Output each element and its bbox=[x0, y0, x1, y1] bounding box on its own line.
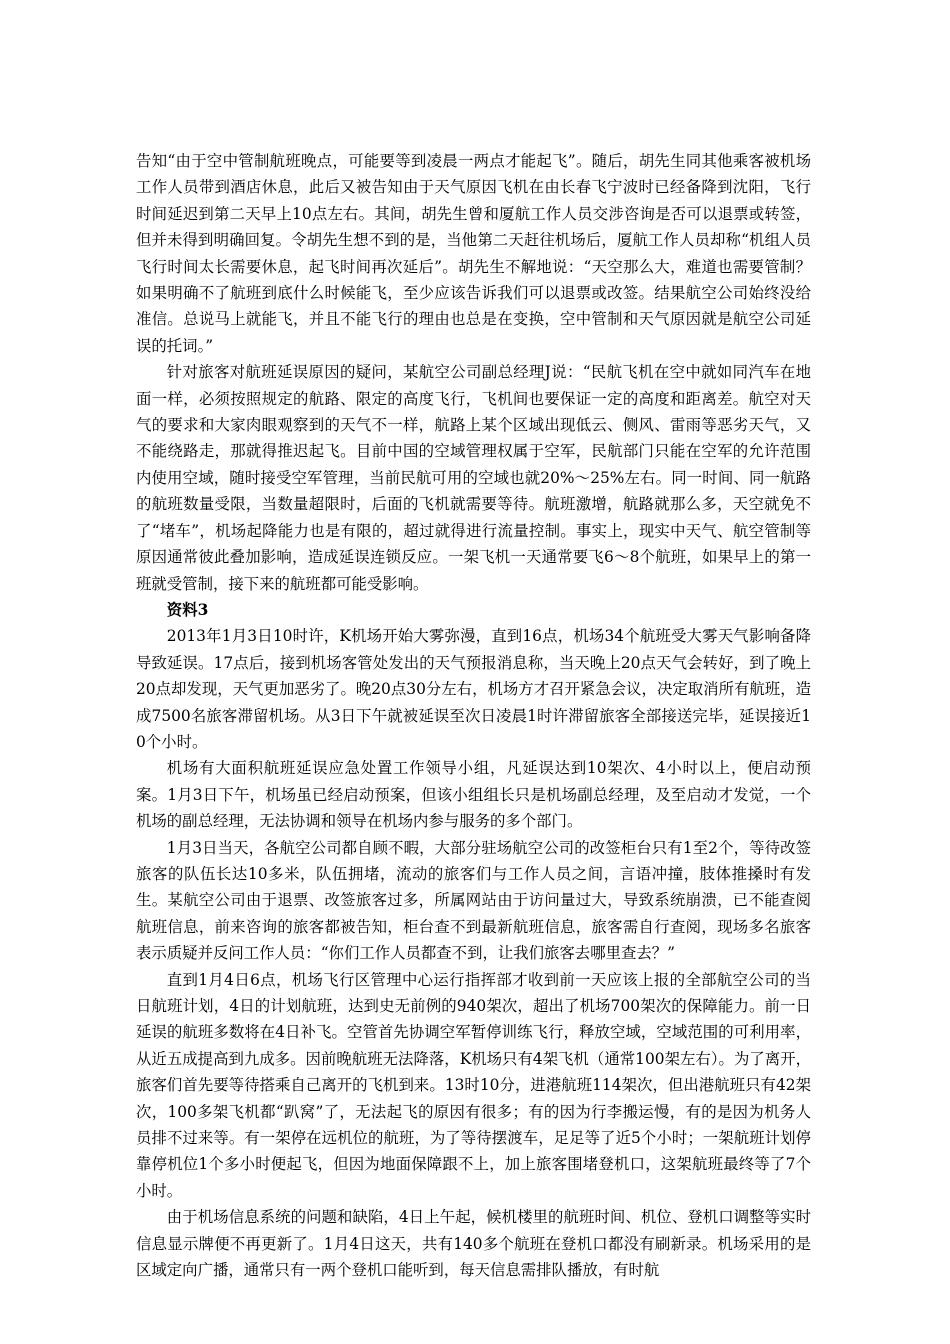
paragraph-flight-plan-recovery: 直到1月4日6点，机场飞行区管理中心运行指挥部才收到前一天应该上报的全部航空公司的当日航班计划，4日的计划航班，达到史无前例的940架次，超出了机场700架次的保障能力。前一日延误的航班多数将在4日补飞。空管首先协调空军暂停训练飞行，释放空域，空域范围的可利用率，从近五成提高到九成多。因前晚航班无法降落，K机场只有4架飞机（通常100架左右）。为了离开，旅客们首先要等待搭乘自己离开的飞机到来。13时10分，进港航班114架次，但出港航班只有42架次，100多架飞机都“趴窝”了，无法起飞的原因有很多；有的因为行李搬运慢，有的是因为机务人员排不过来等。有一架停在远机位的航班，为了等待摆渡车，足足等了近5个小时；一架航班计划停靠停机位1个多小时便起飞，但因为地面保障跟不上，加上旅客围堵登机口，这架航班最终等了7个小时。 bbox=[136, 970, 811, 1200]
paragraph-counter-congestion: 1月3日当天，各航空公司都自顾不暇，大部分驻场航空公司的改签柜台只有1至2个，等待改签旅客的队伍长达10多米，队伍拥堵，流动的旅客们与工作人员之间，言语冲撞，肢体推搡时有发生。某航空公司由于退票、改签旅客过多，所属网站由于访问量过大，导致系统崩溃，已不能查阅航班信息，前来咨询的旅客都被告知，柜台查不到最新航班信息，旅客需自行查阅，现场多名旅客表示质疑并反问工作人员：“你们工作人员都查不到，让我们旅客去哪里查去？” bbox=[136, 838, 811, 963]
paragraph-airline-explanation: 针对旅客对航班延误原因的疑问，某航空公司副总经理J说：“民航飞机在空中就如同汽车在地面一样，必须按照规定的航路、限定的高度飞行，飞机间也要保证一定的高度和距离差。航空对天气的要求和大家肉眼观察到的天气不一样，航路上某个区域出现低云、侧风、雷雨等恶劣天气，又不能绕路走，那就得推迟起飞。目前中国的空域管理权属于空军，民航部门只能在空军的允许范围内使用空域，随时接受空军管理，当前民航可用的空域也就20%～25%左右。同一时间、同一航路的航班数量受限，当数量超限时，后面的飞机就需要等待。航班激增，航路就那么多，天空就免不了“堵车”，机场起降能力也是有限的，超过就得进行流量控制。事实上，现实中天气、航空管制等原因通常彼此叠加影响，造成延误连锁反应。一架飞机一天通常要飞6～8个航班，如果早上的第一班就受管制，接下来的航班都可能受影响。 bbox=[136, 363, 811, 593]
section-heading-material-3: 资料3 bbox=[166, 600, 209, 619]
paragraph-fog-delay: 2013年1月3日10时许，K机场开始大雾弥漫，直到16点，机场34个航班受大雾天气影响备降导致延误。17点后，接到机场客管处发出的天气预报消息称，当天晚上20点天气会转好，到了晚上20点却发现，天气更加恶劣了。晚20点30分左右，机场方才召开紧急会议，决定取消所有航班，造成7500名旅客滞留机场。从3日下午就被延误至次日凌晨1时许滞留旅客全部接送完毕，延误接近10个小时。 bbox=[136, 627, 811, 751]
paragraph-information-system: 由于机场信息系统的问题和缺陷，4日上午起，候机楼里的航班时间、机位、登机口调整等实时信息显示牌便不再更新了。1月4日这天，共有140多个航班在登机口都没有刷新录。机场采用的是区域定向广播，通常只有一两个登机口能听到，每天信息需排队播放，有时航 bbox=[136, 1208, 811, 1280]
paragraph-passenger-complaint: 告知“由于空中管制航班晚点，可能要等到凌晨一两点才能起飞”。随后，胡先生同其他乘客被机场工作人员带到酒店休息，此后又被告知由于天气原因飞机在由长春飞宁波时已经备降到沈阳，飞行时间延迟到第二天早上10点左右。其间，胡先生曾和厦航工作人员交涉咨询是否可以退票或转签，但并未得到明确回复。令胡先生想不到的是，当他第二天赶往机场后，厦航工作人员却称“机组人员飞行时间太长需要休息，起飞时间再次延后”。胡先生不解地说：“天空那么大，难道也需要管制？如果明确不了航班到底什么时候能飞，至少应该告诉我们可以退票或改签。结果航空公司始终没给准信。总说马上就能飞，并且不能飞行的理由也总是在变换，空中管制和天气原因就是航空公司延误的托词。” bbox=[136, 152, 811, 355]
document-body bbox=[136, 148, 811, 1283]
paragraph-emergency-plan: 机场有大面积航班延误应急处置工作领导小组，凡延误达到10架次、4小时以上，便启动预案。1月3日下午，机场虽已经启动预案，但该小组组长只是机场副总经理，及至启动才发觉，一个机场的副总经理，无法协调和领导在机场内参与服务的多个部门。 bbox=[136, 759, 811, 831]
